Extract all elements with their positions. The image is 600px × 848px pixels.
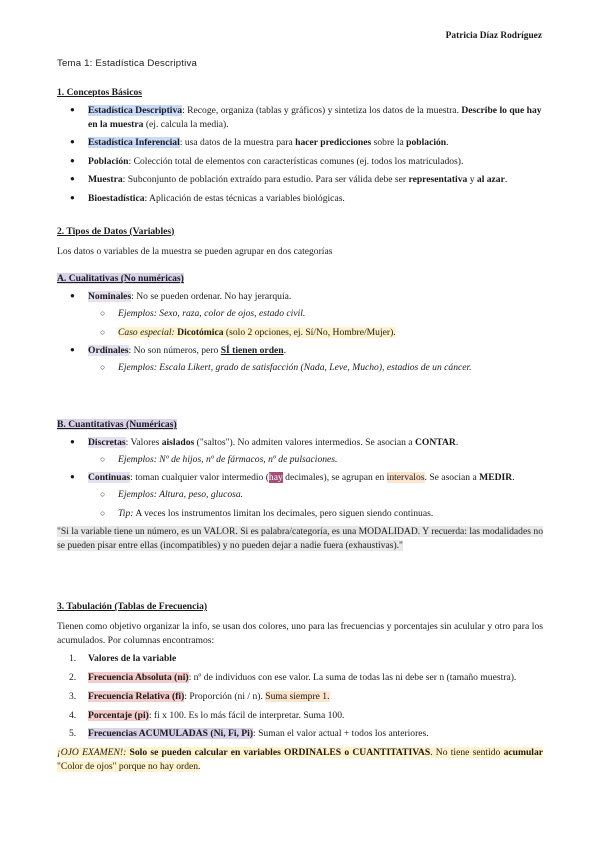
ordinales-examples <box>88 361 543 375</box>
list-item: ○ Ejemplos: Altura, peso, glucosa. <box>88 488 543 502</box>
list-item: 3. Frecuencia Relativa (fi): Proporción (ni / n). Suma siempre 1. <box>69 690 330 702</box>
term-valores: Valores de la variable <box>88 652 177 664</box>
section-3-heading: 3. Tabulación (Tablas de Frecuencia) <box>57 601 208 613</box>
term-muestra: Muestra <box>88 174 123 186</box>
list-item: ● Población: Colección total de elementos con características comunes (ej. todos los matriculados). <box>57 155 543 169</box>
subsection-b-heading: B. Cuantitativas (Numéricas) <box>57 419 177 431</box>
subsection-a-heading: A. Cualitativas (No numéricas) <box>57 273 184 285</box>
list-item: ○ Tip: A veces los instrumentos limitan los decimales, pero siguen siendo continuas. <box>88 507 543 521</box>
section-3-intro: Tienen como objetivo organizar la info, se usan dos colores, uno para las frecuencias y porcentajes sin aculular y otro para los acumulados. Por columnas encontramos: <box>57 621 543 646</box>
summary-quote: "Si la variable tiene un número, es un VALOR. Si es palabra/categoría, es una MODALIDAD. Y recuerda: las modalidades no se pueden pisar entre ellas (incompatibles) y no pueden dejar a nadie fuera (exhaustivas)." <box>57 526 543 552</box>
term-porcentaje: Porcentaje (pi) <box>88 709 149 721</box>
list-item: ○ Ejemplos: Sexo, raza, color de ojos, estado civil. <box>88 307 543 321</box>
list-item: ● Estadística Descriptiva: Recoge, organiza (tablas y gráficos) y sintetiza los datos de la muestra. Describe lo que hay en la muestra (ej. calcula la media). <box>57 104 543 132</box>
term-continuas: Continuas <box>88 472 131 484</box>
quantitative-list <box>57 436 543 521</box>
list-item: ● Continuas: toman cualquier valor intermedio (hay decimales), se agrupan en intervalos. Se asocian a MEDIR. ○ Ejemplos: Altura, peso, glucosa. ○ Tip: A veces los instrumentos limitan los decimales, pero siguen siendo continuas. <box>57 471 543 520</box>
section-2-heading: 2. Tipos de Datos (Variables) <box>57 225 175 237</box>
term-ordinales: Ordinales <box>88 345 129 357</box>
discretas-examples <box>88 453 543 467</box>
term-descriptiva: Estadística Descriptiva <box>88 104 183 116</box>
list-item: ● Ordinales: No son números, pero SÍ tienen orden. ○ Ejemplos: Escala Likert, grado de satisfacción (Nada, Leve, Mucho), estadios de un cáncer. <box>57 344 543 375</box>
list-item: ● Estadística Inferencial: usa datos de la muestra para hacer predicciones sobre la población. <box>57 136 543 150</box>
list-item: ● Nominales: No se pueden ordenar. No hay jerarquía. ○ Ejemplos: Sexo, raza, color de ojos, estado civil. ○ Caso especial: Dicotómica (solo 2 opciones, ej. Sí/No, Hombre/Mujer). <box>57 290 543 339</box>
nominales-examples <box>88 307 543 339</box>
tag-hay: hay <box>268 472 283 484</box>
term-nominales: Nominales <box>88 291 132 303</box>
term-frecuencia-relativa: Frecuencia Relativa (fi) <box>88 690 185 702</box>
term-frecuencias-acumuladas: Frecuencias ACUMULADAS (Ni, Fi, Pi) <box>88 728 254 740</box>
list-item: ● Bioestadística: Aplicación de estas técnicas a variables biológicas. <box>57 192 543 206</box>
exam-note: ¡OJO EXAMEN!: Solo se pueden calcular en variables ORDINALES o CUANTITATIVAS. No tiene sentido acumular "Color de ojos" porque no hay orden. <box>57 747 544 773</box>
continuas-examples <box>88 488 543 520</box>
qualitative-list <box>57 290 543 375</box>
list-item: 1. Valores de la variable <box>69 652 177 664</box>
frequency-columns-list <box>57 652 543 742</box>
list-item: 4. Porcentaje (pi): fi x 100. Es lo más fácil de interpretar. Suma 100. <box>69 709 345 721</box>
section-2-intro: Los datos o variables de la muestra se pueden agrupar en dos categorías <box>57 245 333 257</box>
term-discretas: Discretas <box>88 436 126 448</box>
list-item: ● Discretas: Valores aislados ("saltos"). No admiten valores intermedios. Se asocian a CONTAR. ○ Ejemplos: Nº de hijos, nº de fármacos, nº de pulsaciones. <box>57 436 543 467</box>
list-item: ○ Ejemplos: Nº de hijos, nº de fármacos, nº de pulsaciones. <box>88 453 543 467</box>
list-item: 2. Frecuencia Absoluta (ni): nº de individuos con ese valor. La suma de todas las ni debe ser n (tamaño muestra). <box>69 671 517 683</box>
list-item: 5. Frecuencias ACUMULADAS (Ni, Fi, Pi): Suman el valor actual + todos los anteriores. <box>69 728 429 740</box>
list-item: ○ Caso especial: Dicotómica (solo 2 opciones, ej. Sí/No, Hombre/Mujer). <box>88 326 543 340</box>
section-1-heading: 1. Conceptos Básicos <box>57 86 143 98</box>
term-poblacion: Población <box>88 155 129 167</box>
list-item: ○ Ejemplos: Escala Likert, grado de satisfacción (Nada, Leve, Mucho), estadios de un cáncer. <box>88 361 543 375</box>
doc-title: Tema 1: Estadística Descriptiva <box>57 58 198 69</box>
term-bioestadistica: Bioestadística <box>88 192 145 204</box>
list-item: ● Muestra: Subconjunto de población extraído para estudio. Para ser válida debe ser representativa y al azar. <box>57 173 543 187</box>
term-frecuencia-absoluta: Frecuencia Absoluta (ni) <box>88 671 189 683</box>
concepts-list <box>57 104 543 206</box>
document-body <box>57 57 543 774</box>
author-name: Patricia Díaz Rodríguez <box>445 31 542 41</box>
term-inferencial: Estadística Inferencial <box>88 137 180 149</box>
